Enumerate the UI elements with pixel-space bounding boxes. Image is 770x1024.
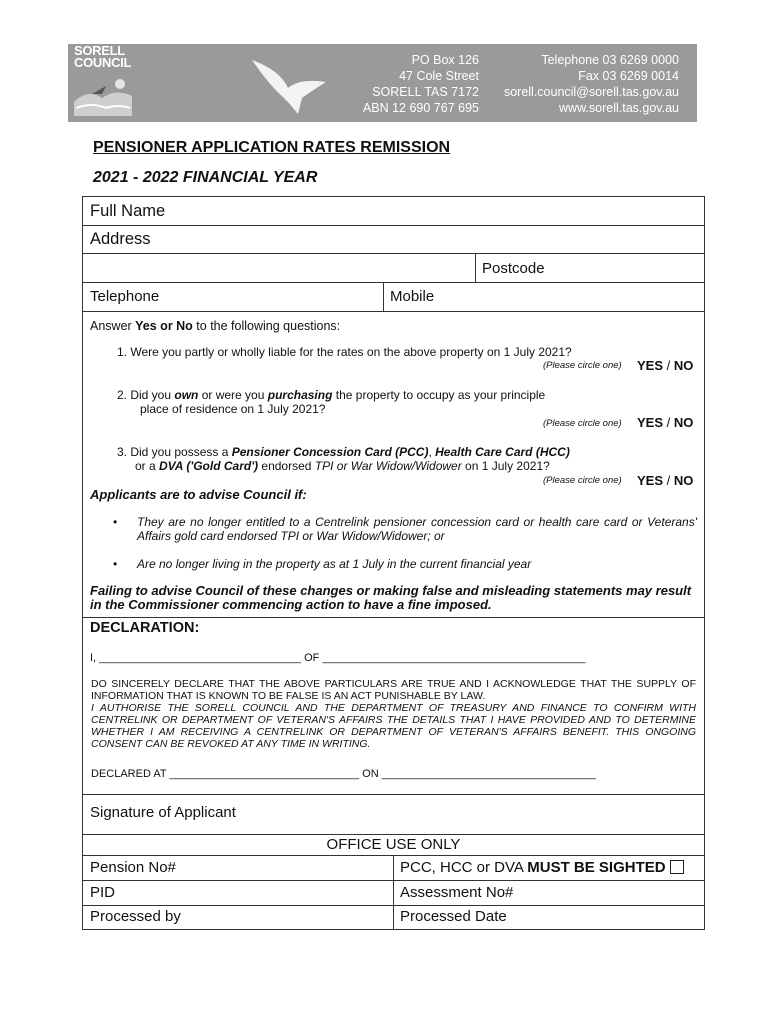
mobile-field[interactable]: Mobile bbox=[390, 288, 435, 305]
q3-answer[interactable]: YES / NO bbox=[637, 473, 694, 488]
logo-landscape-icon bbox=[72, 72, 134, 118]
processed-date-field[interactable]: Processed Date bbox=[400, 908, 507, 925]
question-1: 1. Were you partly or wholly liable for the rates on the above property on 1 July 2021? bbox=[117, 345, 572, 359]
warning-text: Failing to advise Council of these changes or making false and misleading statements may result in the Commissioner commencing action to have a fine imposed. bbox=[90, 583, 692, 612]
processed-by-field[interactable]: Processed by bbox=[90, 908, 181, 925]
signature-field[interactable]: Signature of Applicant bbox=[90, 804, 236, 821]
declaration-heading: DECLARATION: bbox=[90, 620, 200, 636]
q1-answer[interactable]: YES / NO bbox=[637, 358, 694, 373]
address-line: PO Box 126 bbox=[411, 53, 479, 67]
contact-line: www.sorell.tas.gov.au bbox=[559, 101, 679, 115]
postcode-field[interactable]: Postcode bbox=[482, 260, 545, 277]
council-contact bbox=[504, 52, 679, 116]
declaration-para-2: I AUTHORISE THE SORELL COUNCIL AND THE DEPARTMENT OF TREASURY AND FINANCE TO CONFIRM WITH CENTRELINK OR DEPARTMENT OF VETERAN'S AFFAIRS THE DETAILS THAT I HAVE PROVIDED AND TO DETERMINE WHETHER I AM RECEIVING A CENTRELINK OR DEPARTMENT OF VETERAN'S AFFAIRS BENEFIT. THIS ONGOING CONSENT CAN BE REVOKED AT ANY TIME IN WRITING. bbox=[91, 702, 696, 750]
contact-line: sorell.council@sorell.tas.gov.au bbox=[503, 85, 679, 99]
questions-intro: Answer Yes or No to the following questions: bbox=[90, 319, 341, 333]
letterhead bbox=[68, 44, 697, 122]
advise-bullet-2: Are no longer living in the property as at 1 July in the current financial year bbox=[137, 557, 532, 571]
pension-no-field[interactable]: Pension No# bbox=[90, 859, 176, 876]
application-form bbox=[82, 196, 705, 930]
address-line: 47 Cole Street bbox=[399, 69, 479, 83]
address-line: ABN 12 690 767 695 bbox=[362, 101, 479, 115]
telephone-field[interactable]: Telephone bbox=[90, 288, 160, 305]
office-use-heading: OFFICE USE ONLY bbox=[326, 836, 461, 853]
question-2: 2. Did you own or were you purchasing the property to occupy as your principle bbox=[117, 388, 546, 402]
advise-bullet-1: They are no longer entitled to a Centrelink pensioner concession card or health care card or Veterans' Affairs gold card endorsed TPI or War Widow/Widower; or bbox=[137, 515, 697, 543]
question-3: 3. Did you possess a Pensioner Concession Card (PCC), Health Care Card (HCC) bbox=[117, 445, 570, 459]
address-line: SORELL TAS 7172 bbox=[372, 85, 479, 99]
question-2-line2: place of residence on 1 July 2021? bbox=[140, 402, 326, 416]
question-3-line2: or a DVA ('Gold Card') endorsed TPI or War Widow/Widower on 1 July 2021? bbox=[135, 459, 550, 473]
circle-hint: (Please circle one) bbox=[543, 475, 622, 486]
contact-line: Fax 03 6269 0014 bbox=[578, 69, 679, 83]
bullet-icon: • bbox=[113, 557, 118, 571]
circle-hint: (Please circle one) bbox=[543, 360, 622, 371]
council-address bbox=[363, 52, 479, 116]
advise-heading: Applicants are to advise Council if: bbox=[90, 487, 307, 502]
sighted-field[interactable]: PCC, HCC or DVA MUST BE SIGHTED bbox=[400, 859, 684, 876]
declaration-name-line[interactable]: I, _________________________________ OF ___________________________________________ bbox=[90, 652, 586, 664]
form-title: PENSIONER APPLICATION RATES REMISSION bbox=[93, 139, 451, 156]
logo-line2: COUNCIL bbox=[74, 55, 132, 70]
council-logo bbox=[74, 45, 131, 69]
declared-at-line[interactable]: DECLARED AT _______________________________ ON ___________________________________ bbox=[91, 768, 596, 780]
bullet-icon: • bbox=[113, 515, 118, 529]
circle-hint: (Please circle one) bbox=[543, 418, 622, 429]
logo-line1: SORELL bbox=[74, 43, 125, 58]
address-field[interactable]: Address bbox=[90, 230, 151, 248]
assessment-no-field[interactable]: Assessment No# bbox=[400, 884, 514, 901]
pid-field[interactable]: PID bbox=[90, 884, 116, 901]
sighted-checkbox[interactable] bbox=[670, 860, 684, 874]
contact-line: Telephone 03 6269 0000 bbox=[541, 53, 679, 67]
full-name-field[interactable]: Full Name bbox=[90, 202, 166, 220]
seabird-icon bbox=[250, 52, 328, 118]
declaration-para-1: DO SINCERELY DECLARE THAT THE ABOVE PARTICULARS ARE TRUE AND I ACKNOWLEDGE THAT THE SUPPLY OF INFORMATION THAT IS KNOWN TO BE FALSE IS AN ACT PUNISHABLE BY LAW. bbox=[91, 678, 696, 702]
form-subtitle: 2021 - 2022 FINANCIAL YEAR bbox=[93, 169, 318, 186]
q2-answer[interactable]: YES / NO bbox=[637, 415, 694, 430]
